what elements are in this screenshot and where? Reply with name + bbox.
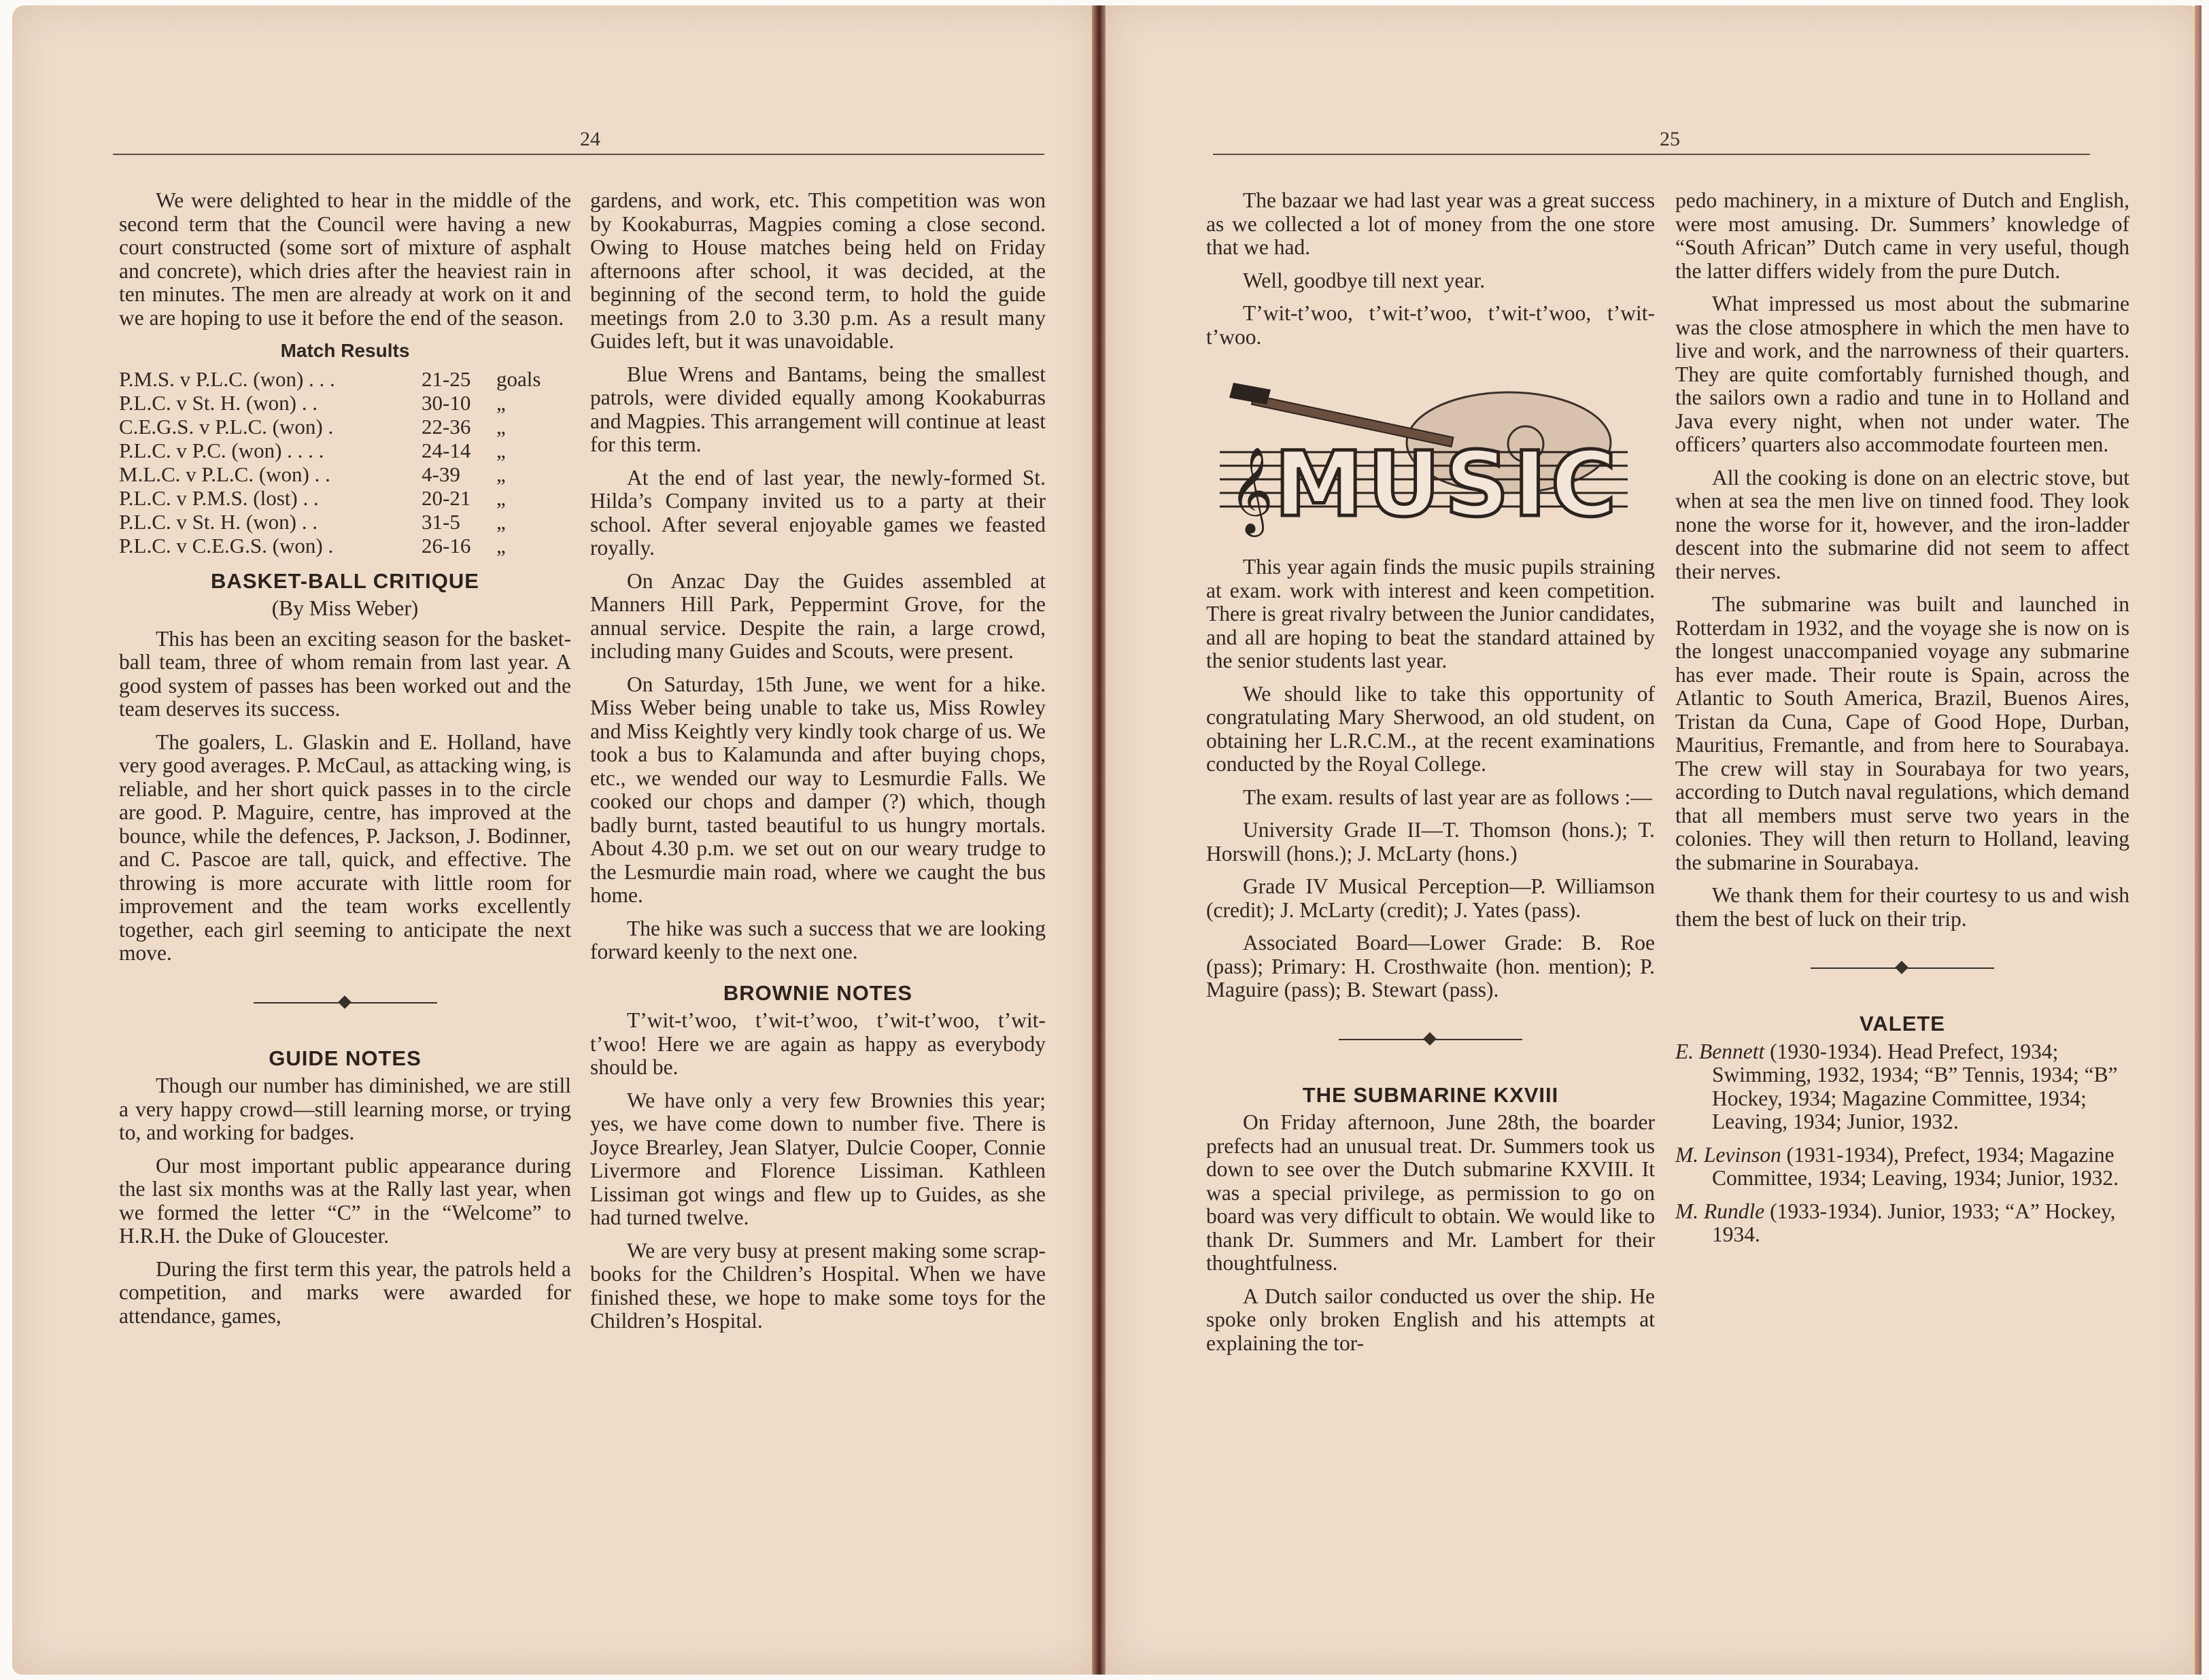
music-paragraph: We should like to take this opportunity of congratulating Mary Sherwood, an old student, on obtaining her L.R.C.M., at the recent examinations conducted by the Royal College. <box>1206 681 1655 776</box>
table-row <box>119 391 571 415</box>
header-rule <box>113 154 1044 155</box>
match-unit: „ <box>496 509 506 534</box>
list-item <box>1675 1144 2129 1190</box>
match-score: 26-16 <box>422 533 471 558</box>
left-column-1 <box>119 189 571 1337</box>
page-number: 25 <box>1660 128 1680 150</box>
valete-name: M. Rundle <box>1675 1199 1765 1223</box>
match-score: 22-36 <box>422 414 471 439</box>
critique-paragraph: The goalers, L. Glaskin and E. Holland, have very good averages. P. McCaul, as attacking wing, is reliable, and her short quick passes in to the circle are good. P. Maguire, centre, has improved at the bounce, while the defences, P. Jackson, J. Bodinner, and C. Pascoe are tall, quick, and effective. The throwing is more accurate with little room for improvement and the team works excellently together, each girl seeming to anticipate the next move. <box>119 730 571 965</box>
table-row <box>119 486 571 510</box>
match-score: 31-5 <box>422 509 460 534</box>
music-heading-illustration <box>1206 376 1641 539</box>
match-score: 24-14 <box>422 438 471 462</box>
critique-paragraph: This has been an exciting season for the basket-ball team, three of whom remain from last year. A good system of passes has been worked out and the team deserves its success. <box>119 626 571 721</box>
page-edge <box>2195 5 2202 1675</box>
critique-byline: (By Miss Weber) <box>271 596 419 620</box>
guide-notes-heading: GUIDE NOTES <box>269 1046 422 1070</box>
table-row <box>119 534 571 558</box>
submarine-heading: THE SUBMARINE KXVIII <box>1302 1082 1559 1107</box>
music-paragraph: The exam. results of last year are as follows :— <box>1243 785 1652 809</box>
guide-paragraph: During the first term this year, the patrols held a competition, and marks were awarded for attendance, games, <box>119 1256 571 1328</box>
match-name: C.E.G.S. v P.L.C. (won) . <box>119 414 334 439</box>
submarine-paragraph: All the cooking is done on an electric stove, but when at sea the men live on tinned food. They look none the worse for it, however, and the iron-ladder descent into the submarine did not seem to affect their nerves. <box>1675 465 2129 583</box>
right-page <box>1106 5 2202 1675</box>
match-score: 21-25 <box>422 366 471 391</box>
valete-details: (1933-1934). Junior, 1933; “A” Hockey, 1934. <box>1712 1199 2116 1246</box>
submarine-paragraph: A Dutch sailor conducted us over the ship. He spoke only broken English and his attempts at explaining the tor- <box>1206 1284 1655 1355</box>
match-unit: „ <box>496 414 506 439</box>
book-spine <box>1092 5 1106 1675</box>
guide-paragraph: On Saturday, 15th June, we went for a hike. Miss Weber being unable to take us, Miss Rowley and Miss Keightly very kindly took charge of us. We took a bus to Kalamunda and after buying chops, etc., we wended our way to Lesmurdie Falls. We cooked our chops and damper (?) which, though badly burnt, tasted beautiful to us hungry mortals. About 4.30 p.m. we set out on our weary trudge to the Lesmurdie main road, where we caught the bus home. <box>590 672 1046 907</box>
match-name: P.L.C. v P.C. (won) . . . . <box>119 438 324 462</box>
brownie-paragraph: Well, goodbye till next year. <box>1243 268 1486 292</box>
table-row <box>119 439 571 462</box>
valete-heading: VALETE <box>1860 1012 1945 1035</box>
match-unit: „ <box>496 438 506 462</box>
brownie-paragraph: We are very busy at present making some scrap-books for the Children’s Hospital. When we have finished these, we hope to make some toys for the Children’s Hospital. <box>590 1238 1046 1333</box>
match-name: P.L.C. v St. H. (won) . . <box>119 509 318 534</box>
section-divider <box>1811 958 1994 978</box>
match-unit: „ <box>496 462 506 486</box>
music-heading: MUSIC <box>1274 432 1621 537</box>
match-results-heading: Match Results <box>280 340 410 361</box>
guide-paragraph: gardens, and work, etc. This competition was won by Kookaburras, Magpies coming a close second. Owing to House matches being held on Friday afternoons after school, it was decided, at the beginning of the second term, to hold the guide meetings from 2.0 to 3.30 p.m. As a result many Guides left, but it was unavoidable. <box>590 188 1046 353</box>
header-rule <box>1213 154 2090 155</box>
match-unit: „ <box>496 390 506 415</box>
table-row <box>119 367 571 391</box>
treble-clef-icon: 𝄞 <box>1229 446 1274 533</box>
page-number: 24 <box>580 128 600 150</box>
submarine-paragraph: We thank them for their courtesy to us and wish them the best of luck on their trip. <box>1675 883 2129 931</box>
valete-list <box>1675 1040 2129 1247</box>
brownie-notes-heading: BROWNIE NOTES <box>723 980 913 1005</box>
court-paragraph: We were delighted to hear in the middle of the second term that the Council were having a new court constructed (some sort of mixture of asphalt and concrete), which dries after the heaviest rain in ten minutes. The men are already at work on it and we are hoping to use it before the end of the season. <box>119 188 571 330</box>
match-score: 30-10 <box>422 390 471 415</box>
left-column-2 <box>590 189 1046 1343</box>
match-name: M.L.C. v P.L.C. (won) . . <box>119 462 330 486</box>
brownie-paragraph: We have only a very few Brownies this year; yes, we have come down to number five. There is Joyce Brearley, Jean Slatyer, Dulcie Cooper, Connie Livermore and Florence Lissiman. Kathleen Lissiman got wings and flew up to Guides, as she had turned twelve. <box>590 1088 1046 1229</box>
list-item <box>1675 1040 2129 1134</box>
section-divider <box>1339 1029 1522 1050</box>
guide-paragraph: Though our number has diminished, we are still a very happy crowd—still learning morse, or trying to, and working for badges. <box>119 1074 571 1144</box>
music-paragraph: Grade IV Musical Perception—P. Williamson (credit); J. McLarty (credit); J. Yates (pass). <box>1206 874 1655 922</box>
match-score: 20-21 <box>422 485 471 510</box>
guide-paragraph: Our most important public appearance during the last six months was at the Rally last year, when we formed the letter “C” in the “Welcome” to H.R.H. the Duke of Gloucester. <box>119 1153 571 1248</box>
match-name: P.M.S. v P.L.C. (won) . . . <box>119 366 335 391</box>
music-paragraph: University Grade II—T. Thomson (hons.); T. Horswill (hons.); J. McLarty (hons.) <box>1206 818 1655 865</box>
valete-name: M. Levinson <box>1675 1142 1781 1167</box>
match-unit: „ <box>496 485 506 510</box>
match-unit: goals <box>496 366 541 391</box>
section-divider <box>254 993 437 1013</box>
basketball-critique-heading: BASKET-BALL CRITIQUE <box>211 568 479 593</box>
guide-paragraph: At the end of last year, the newly-formed St. Hilda’s Company invited us to a party at their school. After several enjoyable games we feasted royally. <box>590 465 1046 560</box>
brownie-paragraph: T’wit-t’woo, t’wit-t’woo, t’wit-t’woo, t’wit-t’woo. <box>1206 301 1655 349</box>
valete-name: E. Bennett <box>1675 1039 1765 1063</box>
music-paragraph: Associated Board—Lower Grade: B. Roe (pass); Primary: H. Crosthwaite (hon. mention); P. Maguire (pass); B. Stewart (pass). <box>1206 931 1655 1001</box>
right-column-2 <box>1675 189 2129 1256</box>
table-row <box>119 510 571 534</box>
guide-paragraph: The hike was such a success that we are looking forward keenly to the next one. <box>590 916 1046 963</box>
music-paragraph: This year again finds the music pupils straining at exam. work with interest and keen competition. There is great rivalry between the Junior candidates, and all are hoping to beat the standard attained by the senior students last year. <box>1206 555 1655 672</box>
submarine-paragraph: pedo machinery, in a mixture of Dutch and English, were most amusing. Dr. Summers’ knowledge of “South African” Dutch came in very useful, though the latter differs widely from the pure Dutch. <box>1675 188 2129 283</box>
brownie-paragraph: The bazaar we had last year was a great success as we collected a lot of money from the one store that we had. <box>1206 188 1655 259</box>
match-unit: „ <box>496 533 506 558</box>
match-name: P.L.C. v St. H. (won) . . <box>119 390 318 415</box>
left-page <box>12 5 1099 1675</box>
table-row <box>119 462 571 486</box>
list-item <box>1675 1200 2129 1247</box>
guide-paragraph: Blue Wrens and Bantams, being the smallest patrols, were divided equally among Kookaburras and Magpies. This arrangement will continue at least for this term. <box>590 362 1046 456</box>
match-name: P.L.C. v C.E.G.S. (won) . <box>119 533 334 558</box>
submarine-paragraph: On Friday afternoon, June 28th, the boarder prefects had an unusual treat. Dr. Summers took us down to see over the Dutch submarine KXVIII. It was a special privilege, as permission to go on board was very difficult to obtain. We would like to thank Dr. Summers and Mr. Lambert for their thoughtfulness. <box>1206 1110 1655 1275</box>
match-name: P.L.C. v P.M.S. (lost) . . <box>119 485 319 510</box>
guide-paragraph: On Anzac Day the Guides assembled at Manners Hill Park, Peppermint Grove, for the annual service. Despite the rain, a large crowd, including many Guides and Scouts, were present. <box>590 568 1046 663</box>
valete-details: (1930-1934). Head Prefect, 1934; Swimming, 1932, 1934; “B” Tennis, 1934; “B” Hockey, 1934; Magazine Committee, 1934; Leaving, 1934; Junior, 1932. <box>1712 1039 2118 1133</box>
match-score: 4-39 <box>422 462 460 486</box>
brownie-paragraph: T’wit-t’woo, t’wit-t’woo, t’wit-t’woo, t’wit-t’woo! Here we are again as happy as everybody should be. <box>590 1008 1046 1079</box>
valete-details: (1931-1934), Prefect, 1934; Magazine Committee, 1934; Leaving, 1934; Junior, 1932. <box>1712 1142 2119 1190</box>
right-column-1 <box>1206 189 1655 1365</box>
submarine-paragraph: The submarine was built and launched in Rotterdam in 1932, and the voyage she is now on is the longest unaccompanied voyage any submarine has ever made. Their route is Spain, across the Atlantic to South America, Brazil, Buenos Aires, Tristan da Cuna, Cape of Good Hope, Durban, Mauritius, Fremantle, and from here to Sourabaya. The crew will stay in Sourabaya for two years, according to Dutch naval regulations, which demand that all members must serve two years in the colonies. They will then return to Holland, leaving the submarine in Sourabaya. <box>1675 592 2129 874</box>
table-row <box>119 415 571 439</box>
submarine-paragraph: What impressed us most about the submarine was the close atmosphere in which the men have to live and work, and the narrowness of their quarters. They are quite comfortably furnished though, and the sailors own a radio and tune in to Holland and Java every night, when not under water. The officers’ quarters also accommodate fourteen men. <box>1675 292 2129 456</box>
match-results-table <box>119 367 571 558</box>
